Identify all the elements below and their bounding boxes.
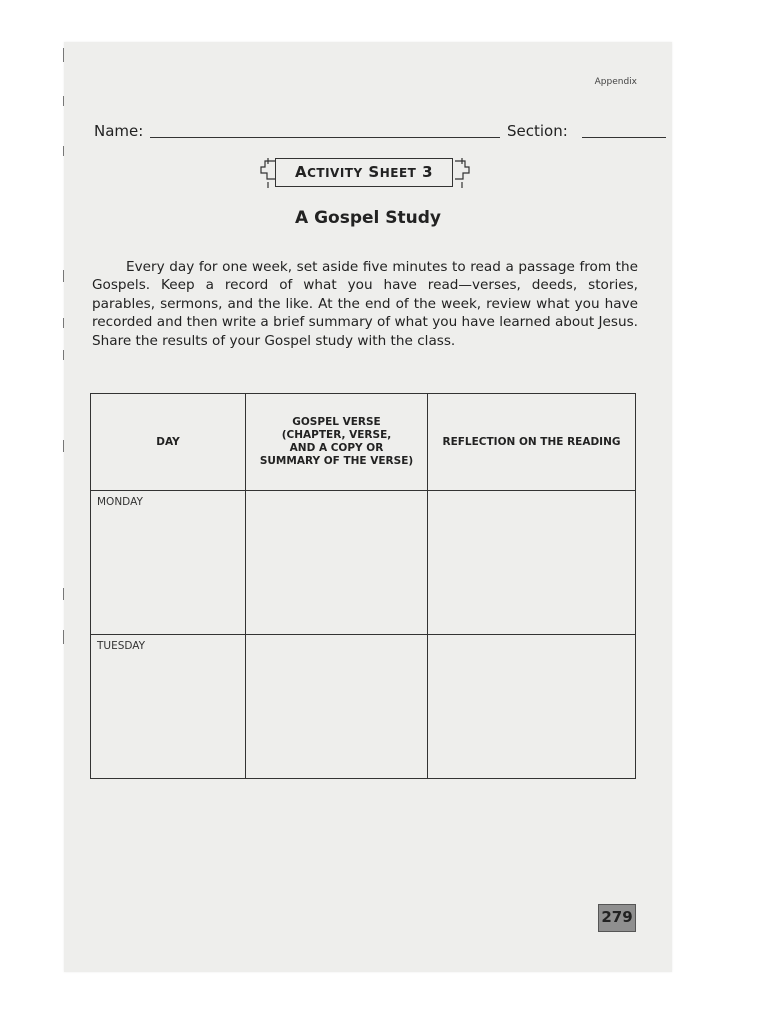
intro-paragraph: Every day for one week, set aside five minutes to read a passage from the Gospels. Keep a record of what you have read—verses, deeds, stories, parables, sermons, and the like. At the end of the week, review what you have recorded and then write a brief summary of what you have learned about Jesus. Share the results of your Gospel study with the class. bbox=[92, 259, 638, 349]
header-reflection bbox=[428, 394, 636, 491]
activity-initial: A bbox=[294, 163, 308, 181]
day-label: MONDAY bbox=[97, 496, 143, 508]
header-gospel-verse bbox=[246, 394, 428, 491]
header-day-text: DAY bbox=[156, 435, 180, 448]
table-row bbox=[91, 491, 636, 635]
reflection-cell[interactable] bbox=[428, 491, 636, 635]
page-number: 279 bbox=[598, 904, 636, 932]
header-verse-line: GOSPEL VERSE bbox=[292, 416, 381, 428]
verse-cell[interactable] bbox=[246, 491, 428, 635]
section-field[interactable] bbox=[582, 137, 666, 138]
gospel-study-table bbox=[90, 393, 636, 779]
header-verse-line: (CHAPTER, VERSE, bbox=[281, 429, 392, 441]
study-title: A Gospel Study bbox=[295, 208, 441, 228]
header-day bbox=[91, 394, 246, 491]
table-header-row bbox=[91, 394, 636, 491]
reflection-cell[interactable] bbox=[428, 635, 636, 779]
name-field[interactable] bbox=[150, 137, 500, 138]
name-label: Name: bbox=[94, 122, 144, 140]
day-cell bbox=[91, 491, 246, 635]
activity-sheet-title bbox=[275, 158, 453, 187]
sheet-initial: S bbox=[368, 163, 380, 181]
day-cell bbox=[91, 635, 246, 779]
day-label: TUESDAY bbox=[97, 640, 146, 652]
activity-word-rest: CTIVITY bbox=[307, 166, 363, 180]
worksheet-page bbox=[64, 42, 672, 972]
header-verse-line: AND A COPY OR bbox=[289, 442, 384, 454]
appendix-label: Appendix bbox=[594, 77, 637, 87]
table-row bbox=[91, 635, 636, 779]
header-reflection-text: REFLECTION ON THE READING bbox=[442, 435, 621, 448]
activity-sheet-banner bbox=[259, 155, 471, 191]
sheet-word-rest: HEET bbox=[379, 166, 417, 180]
header-verse-line: SUMMARY OF THE VERSE) bbox=[259, 455, 414, 467]
verse-cell[interactable] bbox=[246, 635, 428, 779]
activity-number: 3 bbox=[422, 163, 434, 181]
section-label: Section: bbox=[507, 122, 568, 140]
name-section-row bbox=[94, 120, 636, 142]
